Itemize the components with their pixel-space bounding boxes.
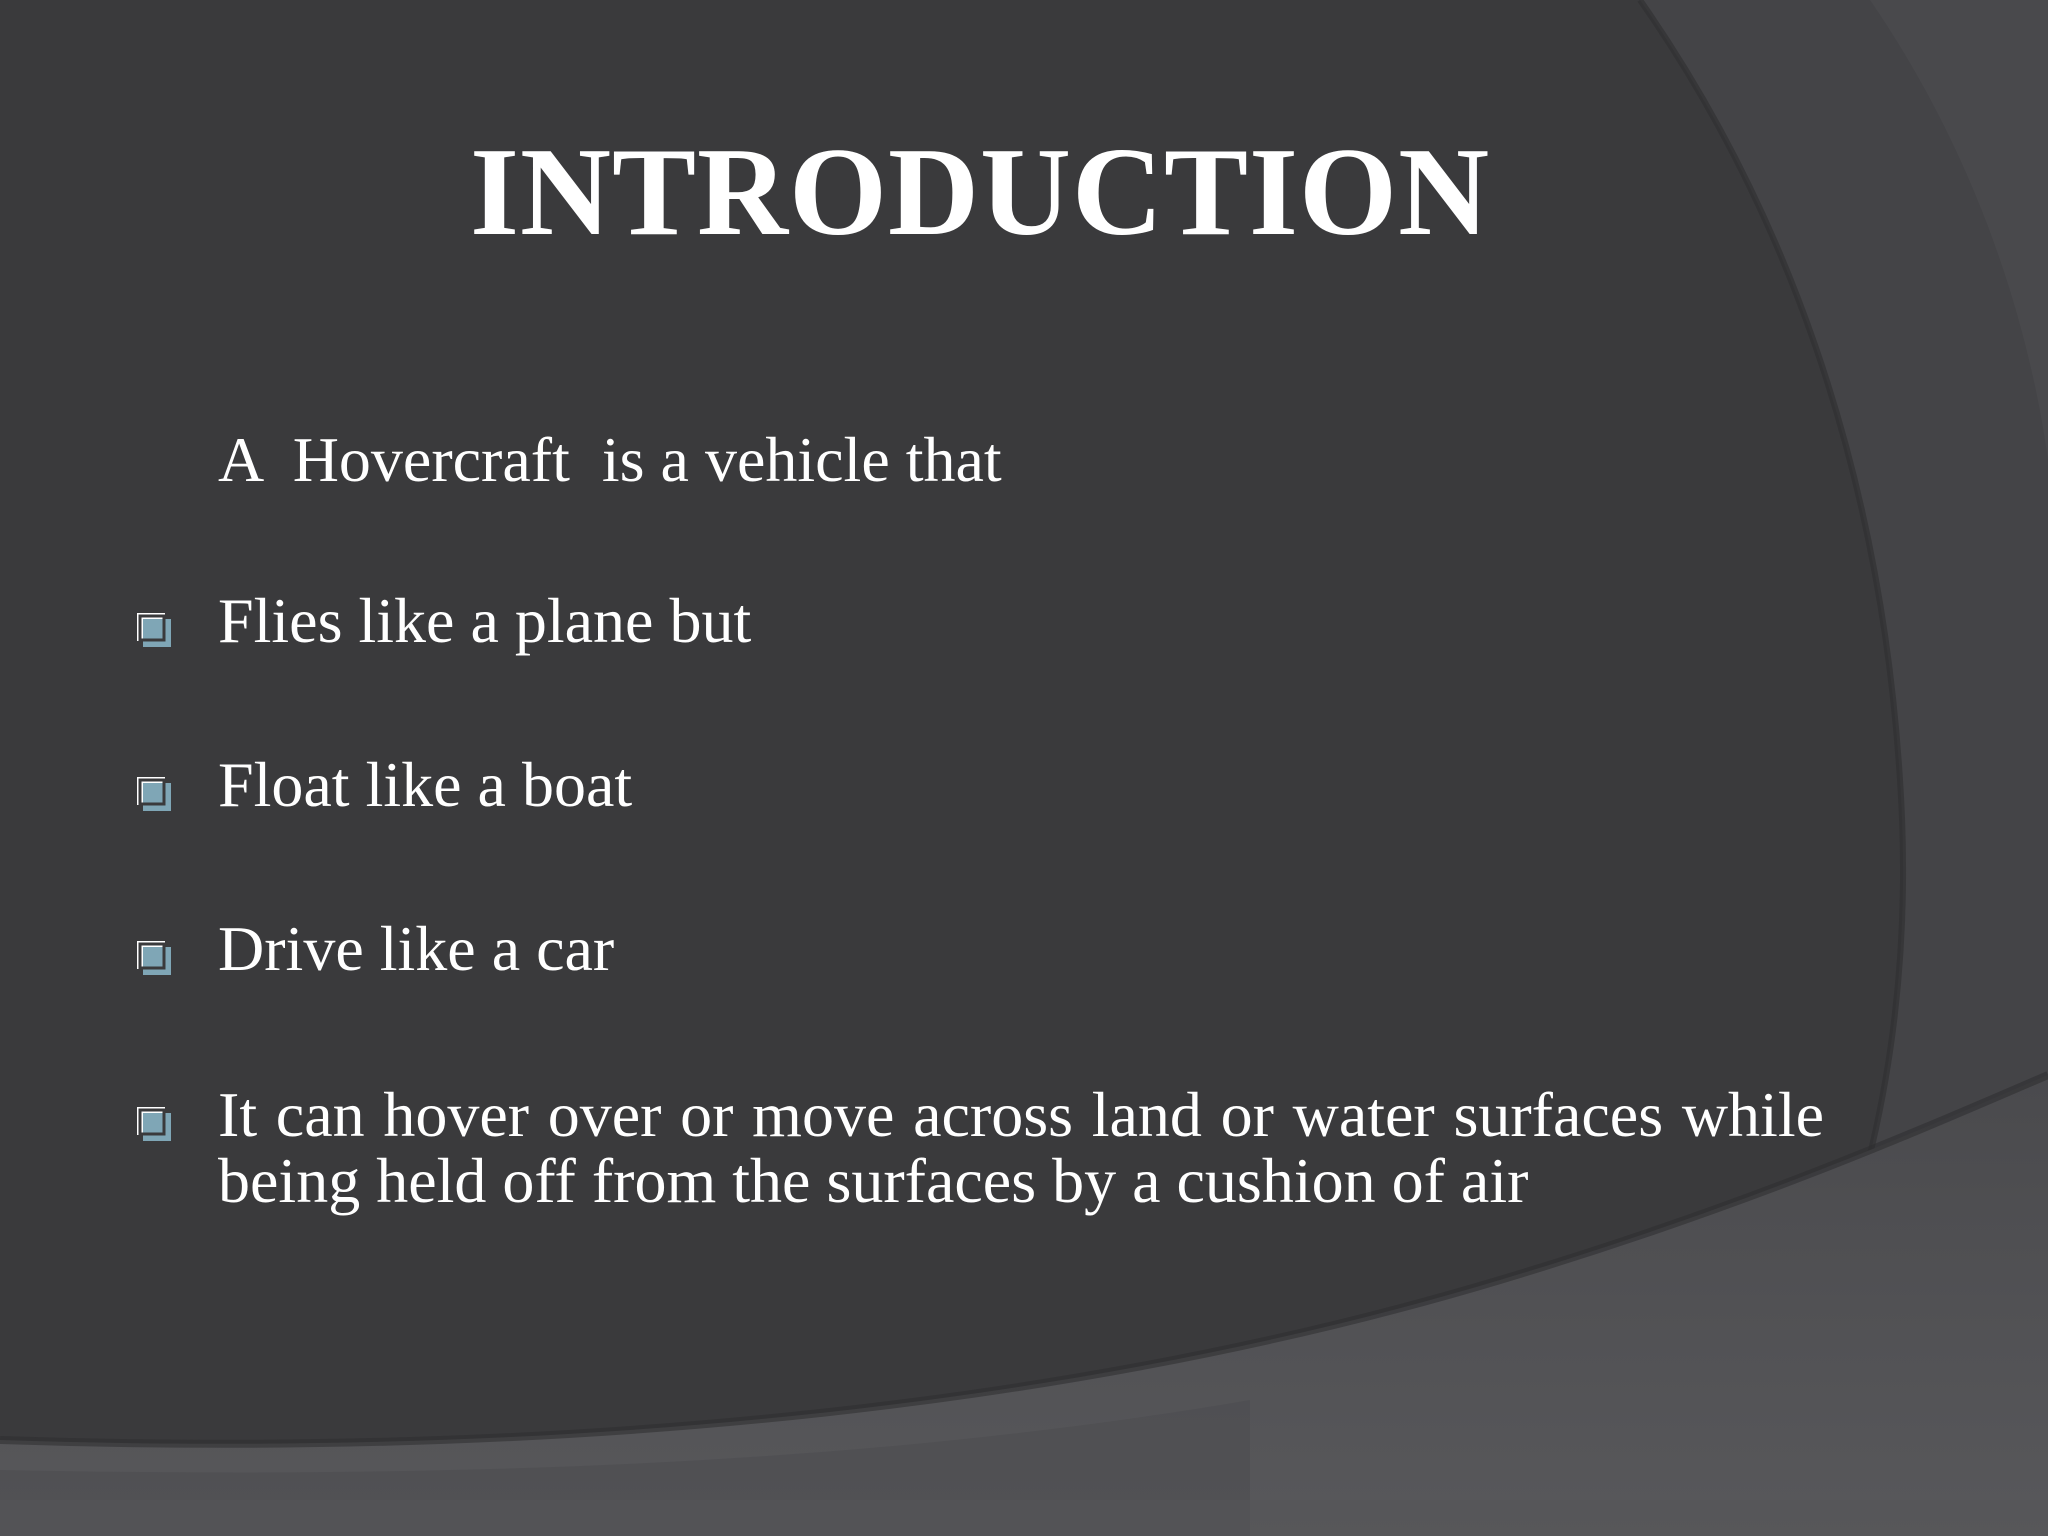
- intro-text: A Hovercraft is a vehicle that: [218, 424, 1002, 495]
- checkbox-square-icon: [134, 1104, 174, 1144]
- bullet-item: [134, 1079, 1824, 1216]
- checkbox-square-icon: [134, 774, 174, 814]
- bullet-item: [134, 749, 1824, 820]
- bullet-text: Drive like a car: [218, 913, 615, 984]
- bullet-text: It can hover over or move across land or water surfaces while being held off from the surfaces by a cushion of air: [218, 1079, 1824, 1216]
- checkbox-square-icon: [134, 610, 174, 650]
- bullet-text: Flies like a plane but: [218, 585, 752, 656]
- slide-title: INTRODUCTION: [469, 123, 1491, 262]
- bullet-item: [134, 913, 1824, 984]
- bullet-text: Float like a boat: [218, 749, 633, 820]
- bullet-item: [134, 585, 1824, 656]
- checkbox-square-icon: [134, 938, 174, 978]
